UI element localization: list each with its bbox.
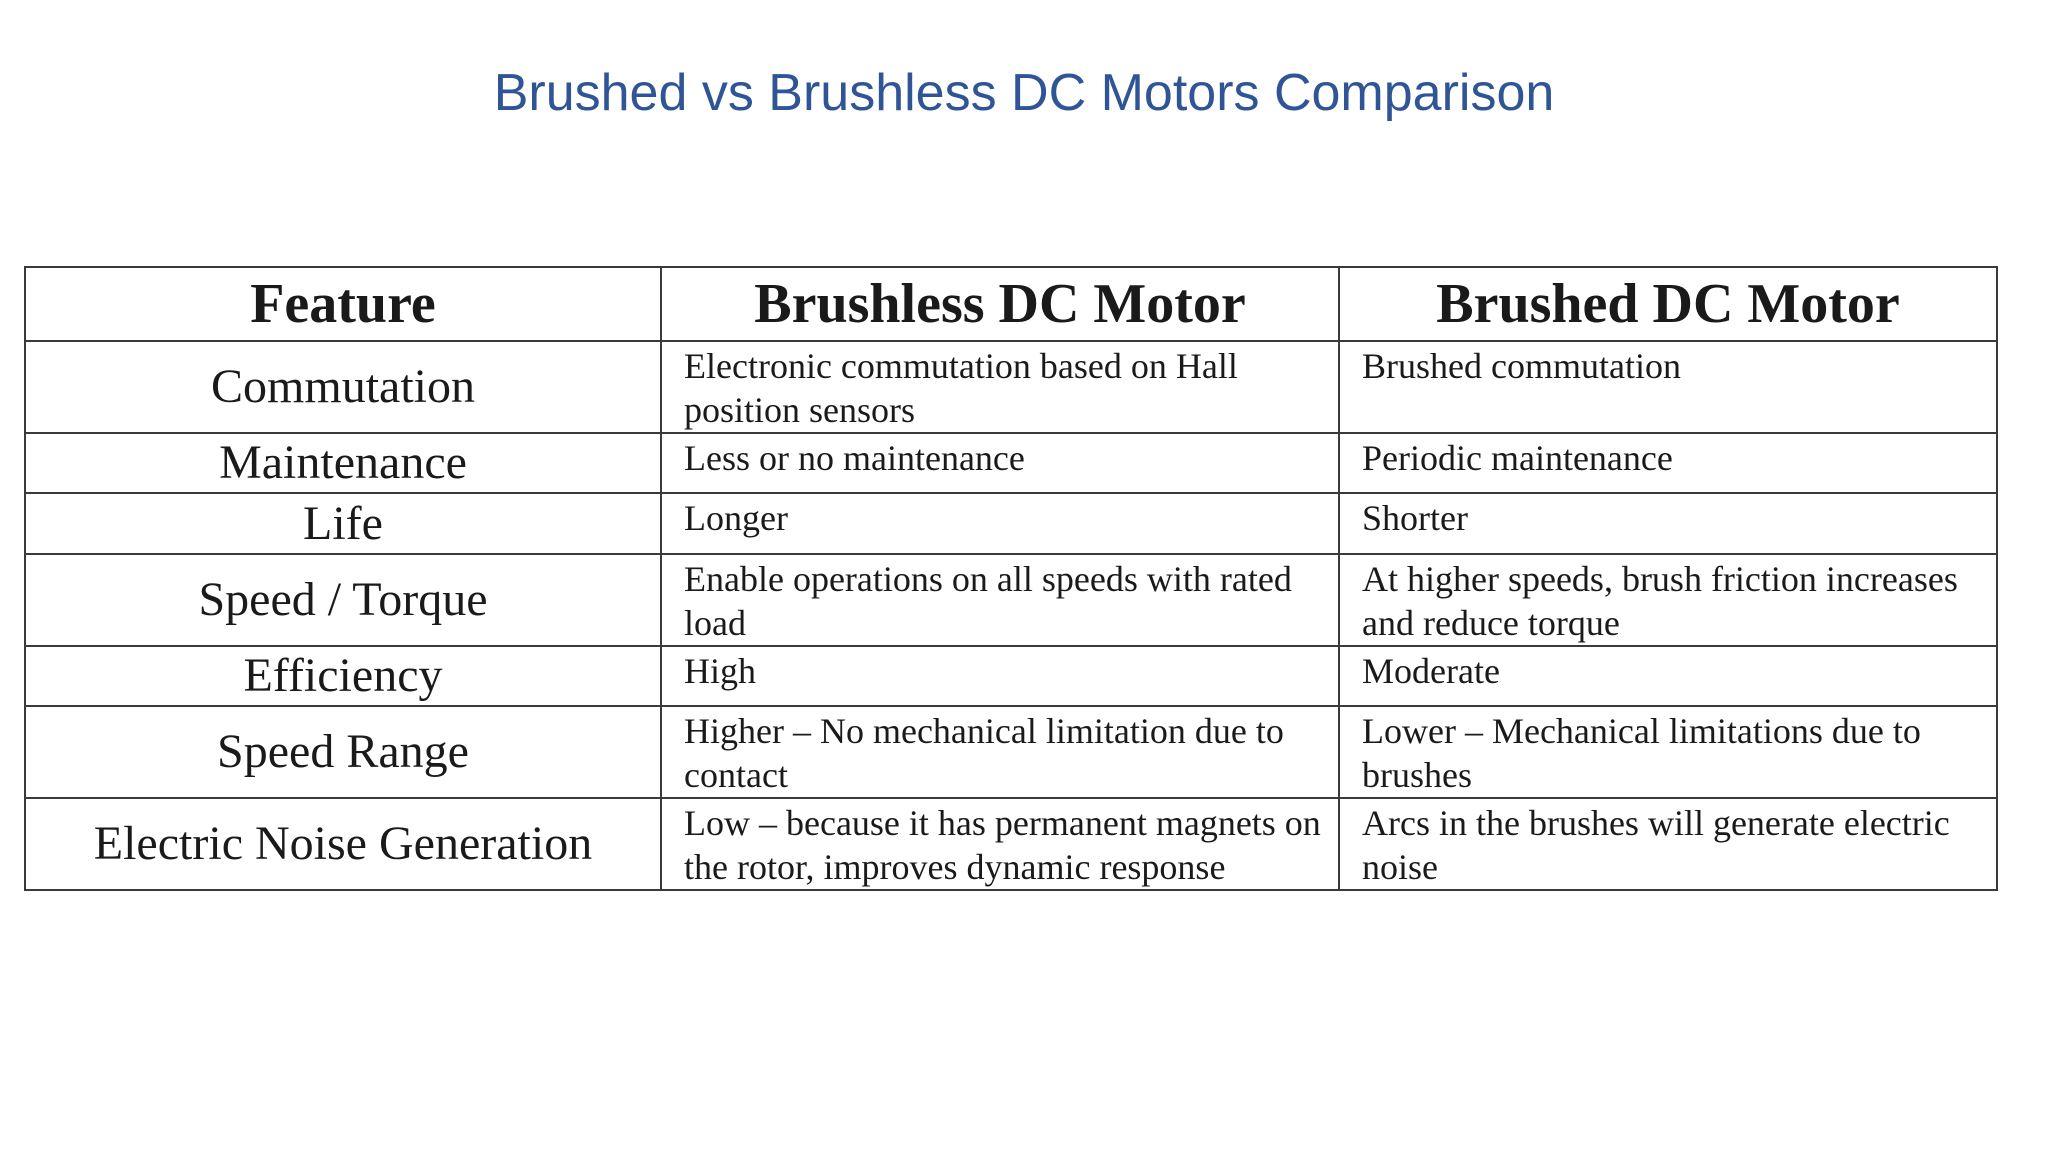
feature-cell: Speed / Torque xyxy=(25,554,661,646)
header-feature: Feature xyxy=(25,267,661,341)
brushed-cell: Lower – Mechanical limitations due to brushes xyxy=(1339,706,1997,798)
table-row xyxy=(25,341,1997,433)
comparison-table-image xyxy=(24,266,1996,891)
table-header-row xyxy=(25,267,1997,341)
brushless-cell: Low – because it has permanent magnets on the rotor, improves dynamic response xyxy=(661,798,1339,890)
header-brushless: Brushless DC Motor xyxy=(661,267,1339,341)
brushed-cell: Brushed commutation xyxy=(1339,341,1997,433)
table-row xyxy=(25,646,1997,706)
comparison-table xyxy=(24,266,1998,891)
brushed-cell: Periodic maintenance xyxy=(1339,433,1997,493)
table-row xyxy=(25,493,1997,554)
feature-cell: Electric Noise Generation xyxy=(25,798,661,890)
brushless-cell: Electronic commutation based on Hall position sensors xyxy=(661,341,1339,433)
feature-cell: Speed Range xyxy=(25,706,661,798)
table-row xyxy=(25,706,1997,798)
feature-cell: Commutation xyxy=(25,341,661,433)
table-row xyxy=(25,554,1997,646)
brushless-cell: High xyxy=(661,646,1339,706)
slide-title: Brushed vs Brushless DC Motors Comparison xyxy=(493,64,1555,122)
brushed-cell: Moderate xyxy=(1339,646,1997,706)
header-brushed: Brushed DC Motor xyxy=(1339,267,1997,341)
feature-cell: Life xyxy=(25,493,661,554)
brushed-cell: At higher speeds, brush friction increases and reduce torque xyxy=(1339,554,1997,646)
brushless-cell: Longer xyxy=(661,493,1339,554)
brushless-cell: Less or no maintenance xyxy=(661,433,1339,493)
brushless-cell: Higher – No mechanical limitation due to contact xyxy=(661,706,1339,798)
brushed-cell: Arcs in the brushes will generate electric noise xyxy=(1339,798,1997,890)
table-row xyxy=(25,433,1997,493)
brushed-cell: Shorter xyxy=(1339,493,1997,554)
feature-cell: Efficiency xyxy=(25,646,661,706)
table-row xyxy=(25,798,1997,890)
feature-cell: Maintenance xyxy=(25,433,661,493)
brushless-cell: Enable operations on all speeds with rated load xyxy=(661,554,1339,646)
